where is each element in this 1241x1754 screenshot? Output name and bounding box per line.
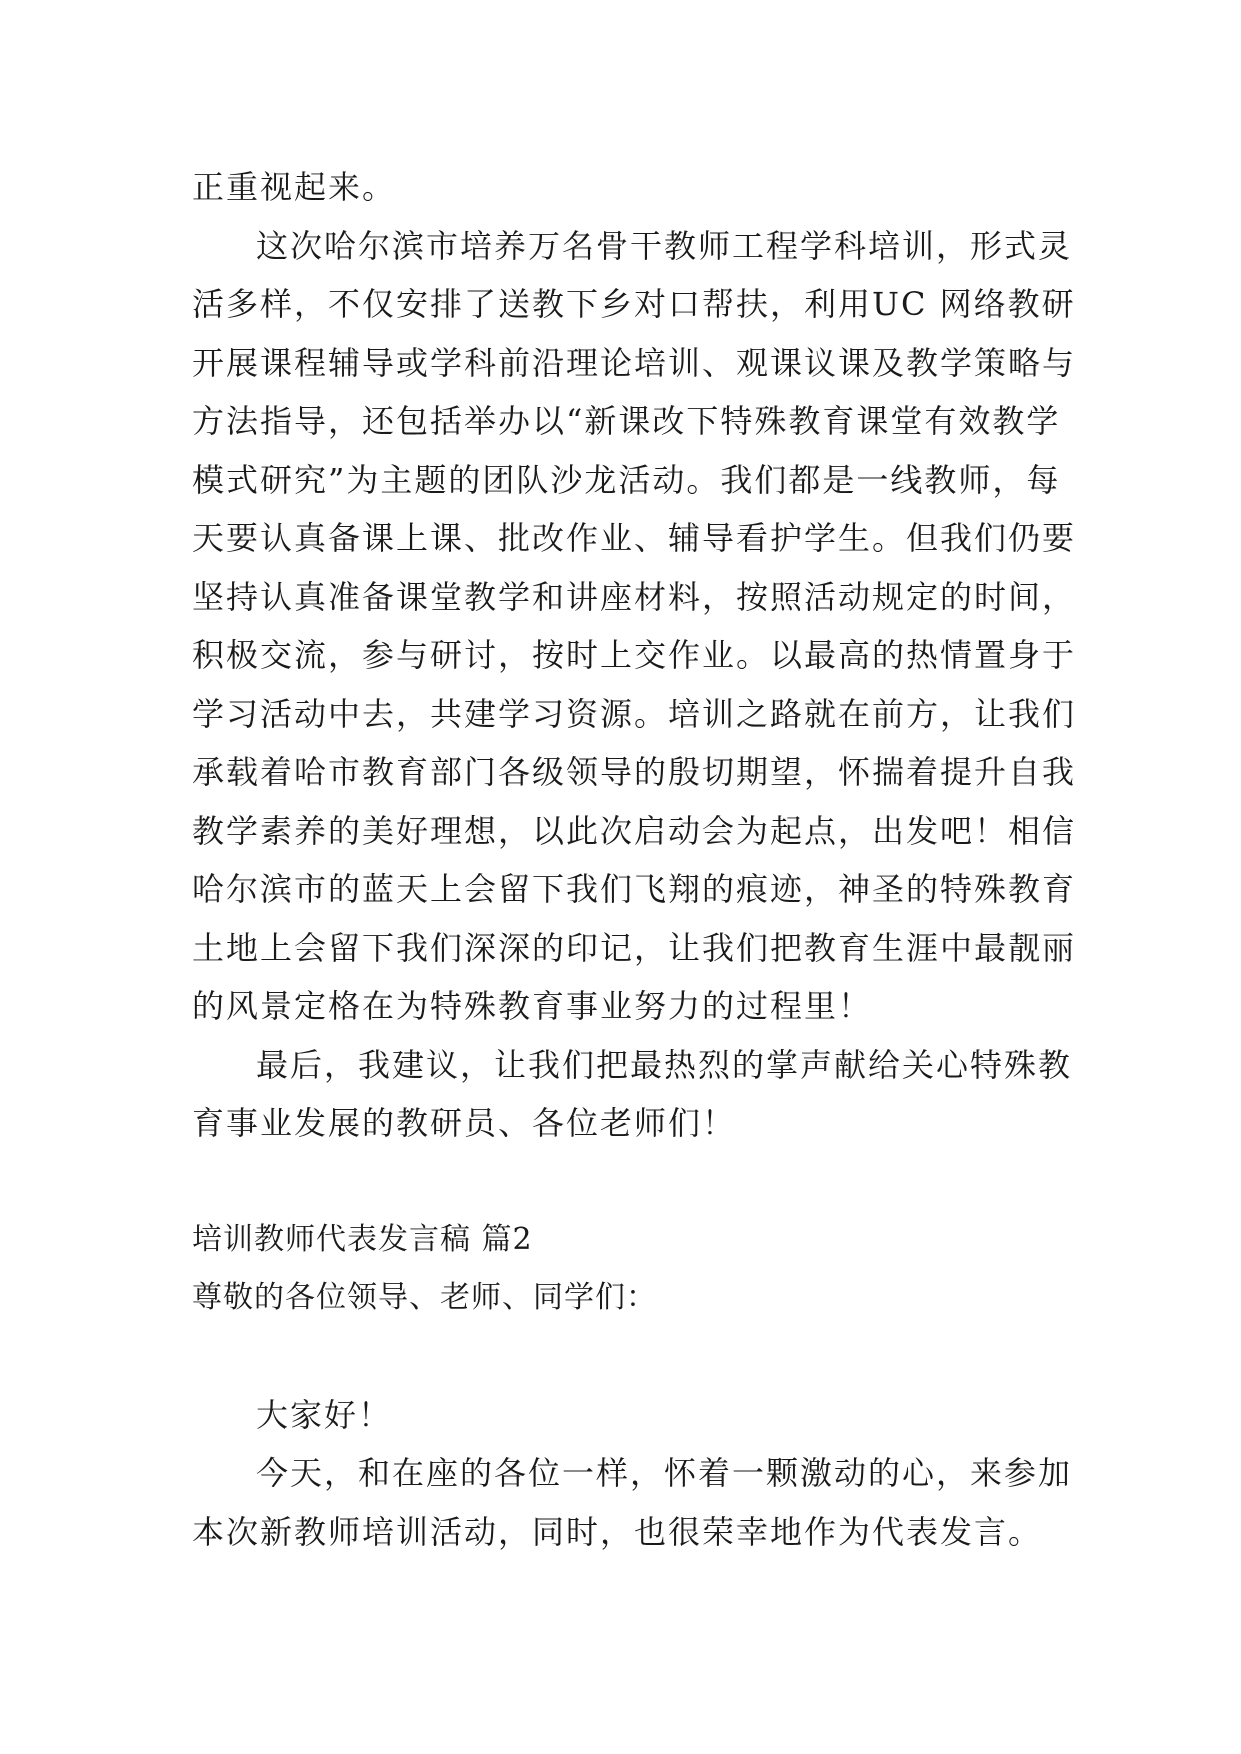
text-line: 开展课程辅导或学科前沿理论培训、观课议课及教学策略与 [192,343,1077,382]
section-title: 培训教师代表发言稿 篇2 [192,1221,533,1257]
text-line: 学习活动中去，共建学习资源。培训之路就在前方，让我们 [192,694,1077,733]
paragraph-training-description [192,217,1077,1036]
text-line: 哈尔滨市的蓝天上会留下我们飞翔的痕迹，神圣的特殊教育 [192,870,1077,908]
text-line: 天要认真备课上课、批改作业、辅导看护学生。但我们仍要 [192,519,1077,557]
text-line: 积极交流，参与研讨，按时上交作业。以最高的热情置身于 [192,636,1077,674]
text-line: 这次哈尔滨市培养万名骨干教师工程学科培训，形式灵 [256,226,1073,265]
document-body [192,158,1077,1561]
text-line: 正重视起来。 [192,168,397,206]
text-line: 最后，我建议，让我们把最热烈的掌声献给关心特殊教 [256,1045,1073,1084]
spacer [192,1153,1052,1211]
text-line: 今天，和在座的各位一样，怀着一颗激动的心，来参加 [256,1454,1073,1492]
text-line: 的风景定格在为特殊教育事业努力的过程里！ [192,987,873,1025]
text-line: 坚持认真准备课堂教学和讲座材料，按照活动规定的时间， [192,577,1077,616]
paragraph-closing [192,1036,1073,1153]
spacer [192,1328,1052,1386]
text-line: 教学素养的美好理想，以此次启动会为起点，出发吧！相信 [192,811,1077,850]
text-line: 本次新教师培训活动，同时，也很荣幸地作为代表发言。 [192,1512,1043,1551]
text-line: 模式研究”为主题的团队沙龙活动。我们都是一线教师，每 [192,460,1061,499]
text-line: 育事业发展的教研员、各位老师们！ [192,1104,737,1142]
salutation: 尊敬的各位领导、老师、同学们： [192,1280,657,1315]
text-line: 土地上会留下我们深深的印记，让我们把教育生涯中最靓丽 [192,928,1077,967]
text-line: 承载着哈市教育部门各级领导的殷切期望，怀揣着提升自我 [192,753,1077,791]
text-line: 活多样，不仅安排了送教下乡对口帮扶，利用UC 网络教研 [192,285,1076,323]
text-line: 方法指导，还包括举办以“新课改下特殊教育课堂有效教学 [192,402,1061,440]
greeting: 大家好！ [256,1395,393,1434]
paragraph-opening [192,1444,1073,1561]
